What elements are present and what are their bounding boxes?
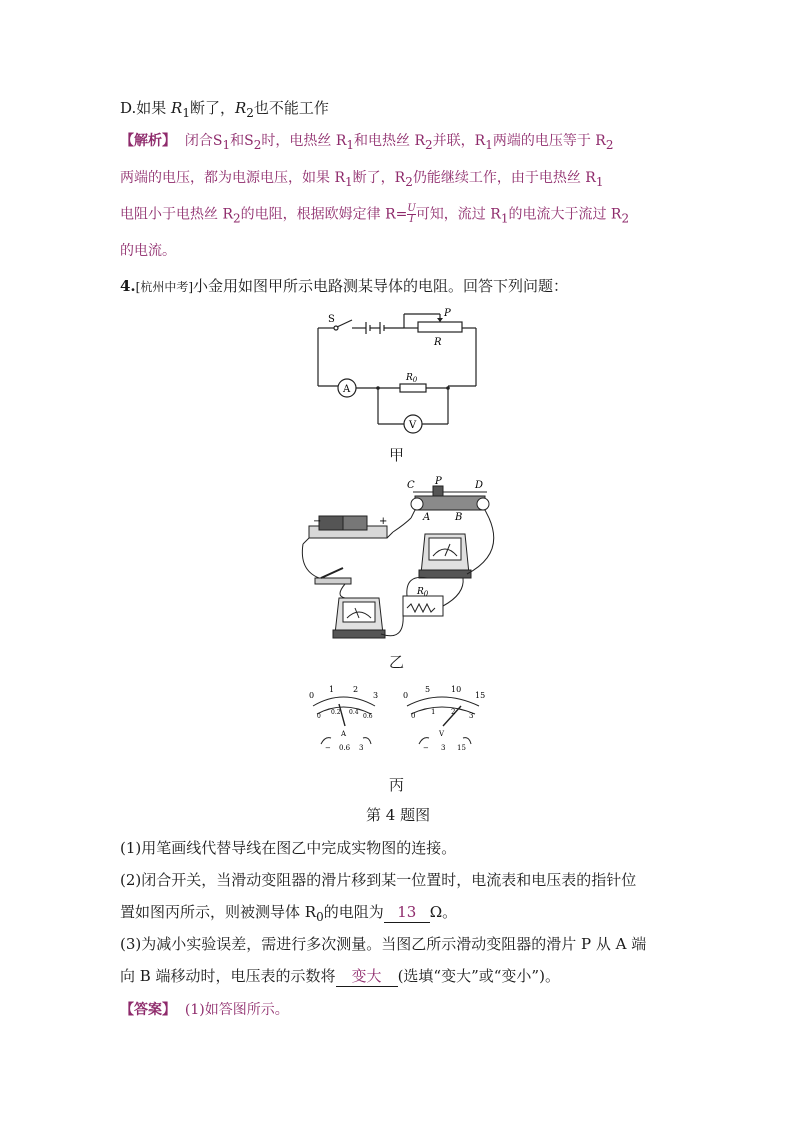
circuit-diagram-jia <box>300 300 500 440</box>
voltmeter-symbol: V <box>409 420 417 431</box>
voltmeter-upper-2: 10 <box>451 685 462 694</box>
analysis-line-2: 两端的电压，都为电源电压，如果 $R_1$断了，$R_2$仍能继续工作，由于电热丝 $R_1$ <box>120 170 604 189</box>
ammeter-symbol: A <box>343 384 351 395</box>
ammeter-lower-3: 0.6 <box>363 713 373 720</box>
switch-label: S <box>328 314 335 325</box>
analysis-line-4: 的电流。 <box>120 243 176 259</box>
ammeter-upper-2: 2 <box>353 685 359 694</box>
voltmeter-lower-1: 1 <box>431 708 436 716</box>
sub-question-3-line-2: 向 B 端移动时，电压表的示数将 变大 (选填“变大”或“变小”)。 <box>120 967 560 985</box>
caption-jia: 甲 <box>389 446 405 464</box>
terminal-c-label: C <box>407 480 415 491</box>
ammeter-upper-1: 1 <box>329 685 335 694</box>
slider-p-label-yi: P <box>435 476 442 487</box>
real-circuit-yi <box>295 474 505 644</box>
option-d: D.如果 $R_1$断了，$R_2$也不能工作 <box>120 99 329 120</box>
analysis-line-3: 电阻小于电热丝 $R_2$的电阻，根据欧姆定律 R= $\frac{U}{I}$ 可知，流过 $R_1$的电流大于流过 $R_2$ <box>120 203 630 226</box>
answer-blank-resistance: 13 <box>384 902 430 923</box>
sub-question-2-line-2: 置如图丙所示，则被测导体 $R_0$的电阻为 13 Ω。 <box>120 903 458 924</box>
voltmeter-term-15: 15 <box>457 744 466 752</box>
sub-question-1: (1)用笔画线代替导线在图乙中完成实物图的连接。 <box>120 839 457 857</box>
ammeter-term-06: 0.6 <box>339 744 351 752</box>
rheostat-r-label: R <box>434 337 442 348</box>
voltmeter-lower-3: 3 <box>469 712 474 720</box>
question-4-stem: 4.[杭州中考]小金用如图甲所示电路测某导体的电阻。回答下列问题： <box>120 277 569 295</box>
terminal-b-label: B <box>455 512 463 523</box>
voltmeter-lower-2: 2 <box>451 708 456 716</box>
answer-line: 【答案】 (1)如答图所示。 <box>120 1002 289 1018</box>
voltmeter-lower-0: 0 <box>411 712 416 720</box>
ammeter-term-3: 3 <box>359 744 364 752</box>
resistor-r0-label-yi: $R_0$ <box>417 587 429 598</box>
battery-minus-label: − <box>313 516 322 527</box>
terminal-d-label: D <box>475 480 484 491</box>
ammeter-lower-0: 0 <box>317 713 321 720</box>
meter-dials-bing <box>295 684 505 766</box>
voltmeter-upper-1: 5 <box>425 685 431 694</box>
figure-caption: 第 4 题图 <box>366 806 431 824</box>
ammeter-lower-1: 0.2 <box>331 709 341 716</box>
terminal-a-label: A <box>423 512 431 523</box>
caption-yi: 乙 <box>389 653 405 671</box>
slider-p-label: P <box>444 308 451 319</box>
voltmeter-upper-0: 0 <box>403 691 409 700</box>
sub-question-2-line-1: (2)闭合开关，当滑动变阻器的滑片移到某一位置时，电流表和电压表的指针位 <box>120 871 637 889</box>
ammeter-upper-3: 3 <box>373 691 379 700</box>
answer-blank-voltage: 变大 <box>336 966 398 987</box>
ammeter-term-neg: − <box>325 744 331 752</box>
caption-bing: 丙 <box>389 776 405 794</box>
voltmeter-term-3: 3 <box>441 744 446 752</box>
voltmeter-term-neg: − <box>423 744 429 752</box>
voltmeter-unit: V <box>439 730 445 738</box>
resistor-r0-label: $R_0$ <box>406 373 418 384</box>
sub-question-3-line-1: (3)为减小实验误差，需进行多次测量。当图乙所示滑动变阻器的滑片 P 从 A 端 <box>120 935 647 953</box>
analysis-line-1: 【解析】 闭合$S_1$和$S_2$时，电热丝 $R_1$和电热丝 $R_2$并联，$R_1$两端的电压等于 $R_2$ <box>120 133 614 152</box>
ammeter-lower-2: 0.4 <box>349 709 359 716</box>
ammeter-unit: A <box>341 730 347 738</box>
ammeter-upper-0: 0 <box>309 691 315 700</box>
battery-plus-label: + <box>379 516 388 527</box>
voltmeter-upper-3: 15 <box>475 691 486 700</box>
